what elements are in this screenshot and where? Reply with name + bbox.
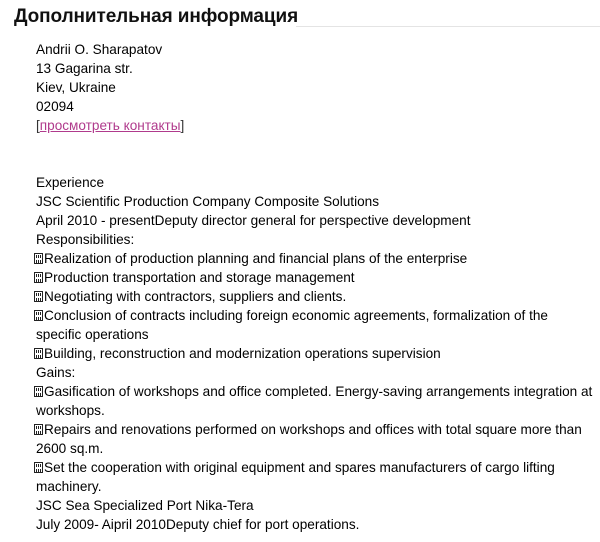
- list-item: [36, 287, 596, 306]
- list-item: [36, 344, 596, 363]
- title-divider: [296, 26, 600, 27]
- contact-city: Kiev, Ukraine: [36, 80, 116, 95]
- list-item: [36, 420, 596, 458]
- responsibilities-heading: Responsibilities:: [36, 232, 135, 247]
- missing-glyph-icon: [34, 462, 43, 473]
- job-period: April 2010 - presentDeputy director general for perspective development: [36, 213, 471, 228]
- resume-content: [36, 40, 596, 534]
- section-title: Дополнительная информация: [14, 6, 299, 27]
- list-item: [36, 249, 596, 268]
- list-item-text: Gasification of workshops and office completed. Energy-saving arrangements integration at workshops.: [36, 384, 593, 418]
- bracket-close: ]: [180, 118, 185, 133]
- list-item-text: Building, reconstruction and modernization operations supervision: [44, 346, 441, 361]
- missing-glyph-icon: [34, 291, 43, 302]
- view-contacts-link[interactable]: просмотреть контакты: [39, 118, 181, 133]
- company-name: JSC Scientific Production Company Composite Solutions: [36, 194, 380, 209]
- list-item-text: Production transportation and storage management: [44, 270, 355, 285]
- spacer: [36, 135, 596, 173]
- list-item: [36, 382, 596, 420]
- missing-glyph-icon: [34, 310, 43, 321]
- job-period: July 2009- Aipril 2010Deputy chief for port operations.: [36, 517, 360, 532]
- missing-glyph-icon: [34, 424, 43, 435]
- list-item-text: Conclusion of contracts including foreign economic agreements, formalization of the specific operations: [36, 308, 548, 342]
- list-item-text: Repairs and renovations performed on workshops and offices with total square more than 2600 sq.m.: [36, 422, 582, 456]
- company-name: JSC Sea Specialized Port Nika-Tera: [36, 498, 254, 513]
- list-item: [36, 306, 596, 344]
- missing-glyph-icon: [34, 348, 43, 359]
- contact-zip: 02094: [36, 99, 74, 114]
- contact-street: 13 Gagarina str.: [36, 61, 133, 76]
- contact-name: Andrii O. Sharapatov: [36, 42, 163, 57]
- list-item-text: Realization of production planning and financial plans of the enterprise: [44, 251, 468, 266]
- missing-glyph-icon: [34, 272, 43, 283]
- missing-glyph-icon: [34, 253, 43, 264]
- list-item: [36, 458, 596, 496]
- list-item-text: Set the cooperation with original equipment and spares manufacturers of cargo lifting machinery.: [36, 460, 555, 494]
- missing-glyph-icon: [34, 386, 43, 397]
- contacts-link-row: [36, 116, 596, 135]
- gains-heading: Gains:: [36, 365, 76, 380]
- list-item-text: Negotiating with contractors, suppliers and clients.: [44, 289, 347, 304]
- bracket-open: [: [36, 118, 40, 133]
- list-item: [36, 268, 596, 287]
- experience-heading: Experience: [36, 175, 105, 190]
